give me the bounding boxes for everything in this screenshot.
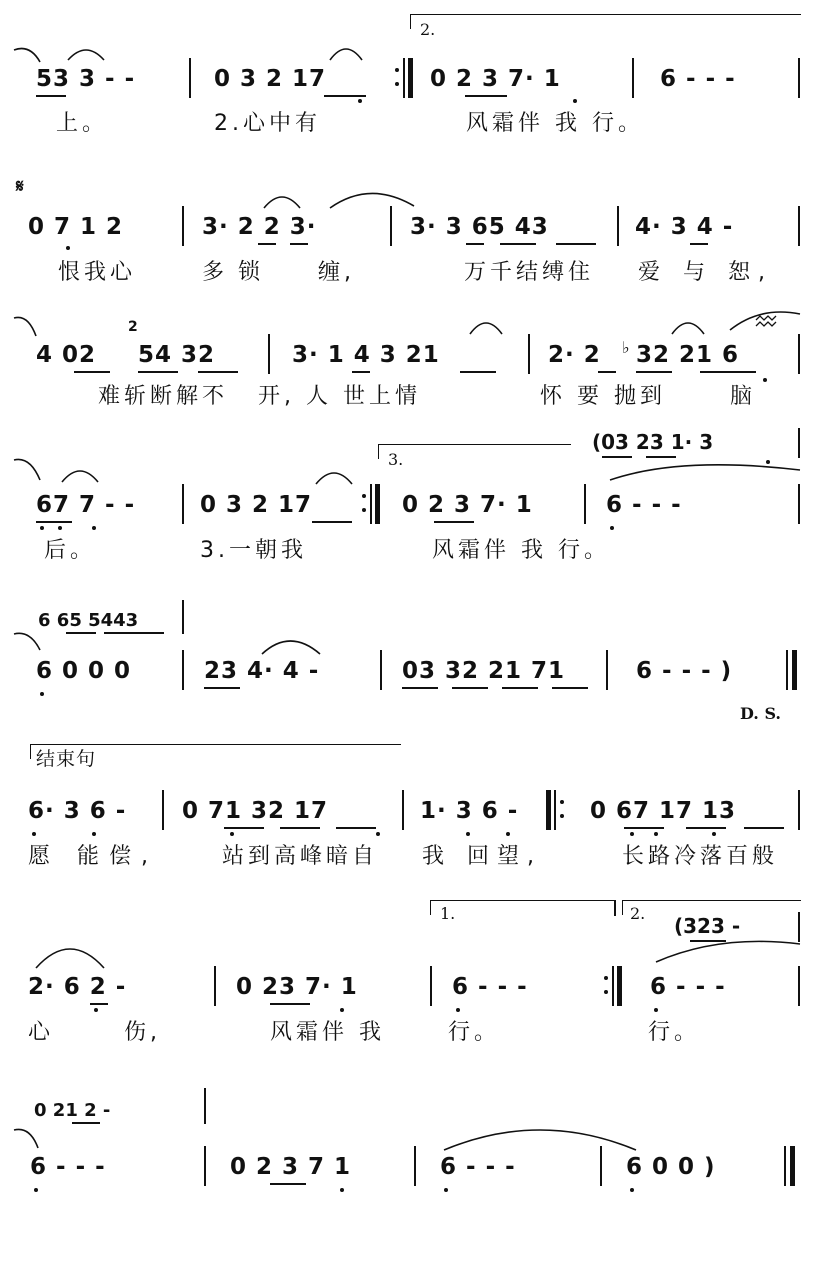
r2-m2: 3· 2 2 3· [202,214,317,240]
r7-lyric-4: 行。 [448,1020,501,1045]
r7-lyric-5: 行。 [648,1020,701,1045]
slur [14,633,40,650]
slur [14,317,36,336]
r5-upper: 6 65 5443 [38,610,139,631]
r2-lyric-4: 万千结缚住 [464,260,595,285]
r6-m3: 1· 3 6 - [420,798,519,824]
r5-m2: 23 4· 4 - [204,658,320,684]
r6-lyric-1: 愿 能偿, [28,844,158,869]
ending-label: 结束句 [36,748,97,770]
slur [470,323,502,334]
volta-label-2b: 2. [630,904,646,923]
slur [444,1130,636,1150]
slur [262,641,320,654]
slur [14,1129,38,1148]
r8-m1: 6 - - - [30,1154,106,1180]
r3-lyric-3: 怀 要 抛到 [540,384,666,409]
r6-lyric-2: 站到高峰暗自 [222,844,379,869]
r2-m1: 0 7 1 2 [28,214,124,240]
slur [14,459,40,480]
slur [68,50,104,60]
r2-lyric-1: 恨我心 [58,260,137,285]
volta-label-1: 1. [440,904,456,923]
r2-m4: 4· 3 4 - [635,214,734,240]
r3-lyric-4: 脑 [730,384,757,409]
r2-lyric-2: 多锁 [202,260,275,285]
r1-lyric-2: 2.心中有 [214,111,321,136]
r8-m4: 6 0 0 ) [626,1154,716,1180]
slur [330,193,414,208]
slur [62,471,98,482]
r4-lyric-3: 风霜伴 我 行。 [432,538,610,563]
r3-m3a: 2· 2 [548,342,601,368]
r7-lyric-1: 心 [28,1020,55,1045]
r1-m1: 53 3 - - [36,66,136,92]
volta-label-3: 3. [388,450,404,469]
r4-m4: 6 - - - [606,492,682,518]
r8-m2: 0 2 3 7 1 [230,1154,352,1180]
r7-m1: 2· 6 2 - [28,974,127,1000]
segno-sign: 𝄋 [16,176,24,197]
r2-lyric-3: 缠, [318,260,355,285]
r3-m1a: 4 02 [36,342,97,368]
r7-lyric-2: 伤, [124,1020,161,1045]
r6-lyric-3: 我 回望, [422,844,542,869]
r7-paren: (323 - [674,914,741,938]
r5-m1: 6 0 0 0 [36,658,132,684]
slur [316,473,352,484]
r1-m2: 0 3 2 17 [214,66,327,92]
r1-m4: 6 - - - [660,66,736,92]
r1-lyric-1: 上。 [56,111,109,136]
r6-m1: 6· 3 6 - [28,798,127,824]
r4-lyric-2: 3.一朝我 [200,538,307,563]
r7-m4: 6 - - - [650,974,726,1000]
grace-note: 2 [128,319,138,335]
r8-upper: 0 21 2 - [34,1100,111,1121]
r7-lyric-3: 风霜伴 我 [270,1020,385,1045]
trill-mark [756,316,776,326]
r5-m4: 6 - - - ) [636,658,733,684]
r3-lyric-1: 难斩断解不 [98,384,229,409]
slur [656,941,800,962]
r5-m3: 03 32 21 71 [402,658,566,684]
slur [730,312,800,330]
slur [36,949,104,968]
r2-m3: 3· 3 65 43 [410,214,549,240]
slur [672,323,704,334]
r2-lyric-5: 爱 与 恕, [638,260,773,285]
r4-m2: 0 3 2 17 [200,492,313,518]
flat-sign: ♭ [622,338,630,357]
r4-m3: 0 2 3 7· 1 [402,492,533,518]
volta-label-2: 2. [420,20,436,39]
r1-lyric-3: 风霜伴 我 行。 [466,111,644,136]
slur [330,49,362,60]
r7-m2: 0 23 7· 1 [236,974,358,1000]
slur [610,465,800,480]
slur [14,49,40,63]
r3-m3b: 32 21 6 [636,342,740,368]
r6-lyric-4: 长路冷落百般 [622,844,779,869]
r3-lyric-2: 开, 人 世上情 [258,384,421,409]
r6-m2: 0 71 32 17 [182,798,329,824]
r4-m1: 67 7 - - [36,492,136,518]
slur [264,197,300,208]
r4-lyric-1: 后。 [44,538,97,563]
dal-segno: D. S. [740,704,781,723]
r1-m3: 0 2 3 7· 1 [430,66,561,92]
r6-m4: 0 67 17 13 [590,798,737,824]
r3-m2: 3· 1 4 3 21 [292,342,440,368]
r8-m3: 6 - - - [440,1154,516,1180]
r7-m3: 6 - - - [452,974,528,1000]
r3-m1b: 54 32 [138,342,216,368]
r4-intro: (03 23 1· 3 [592,430,714,454]
